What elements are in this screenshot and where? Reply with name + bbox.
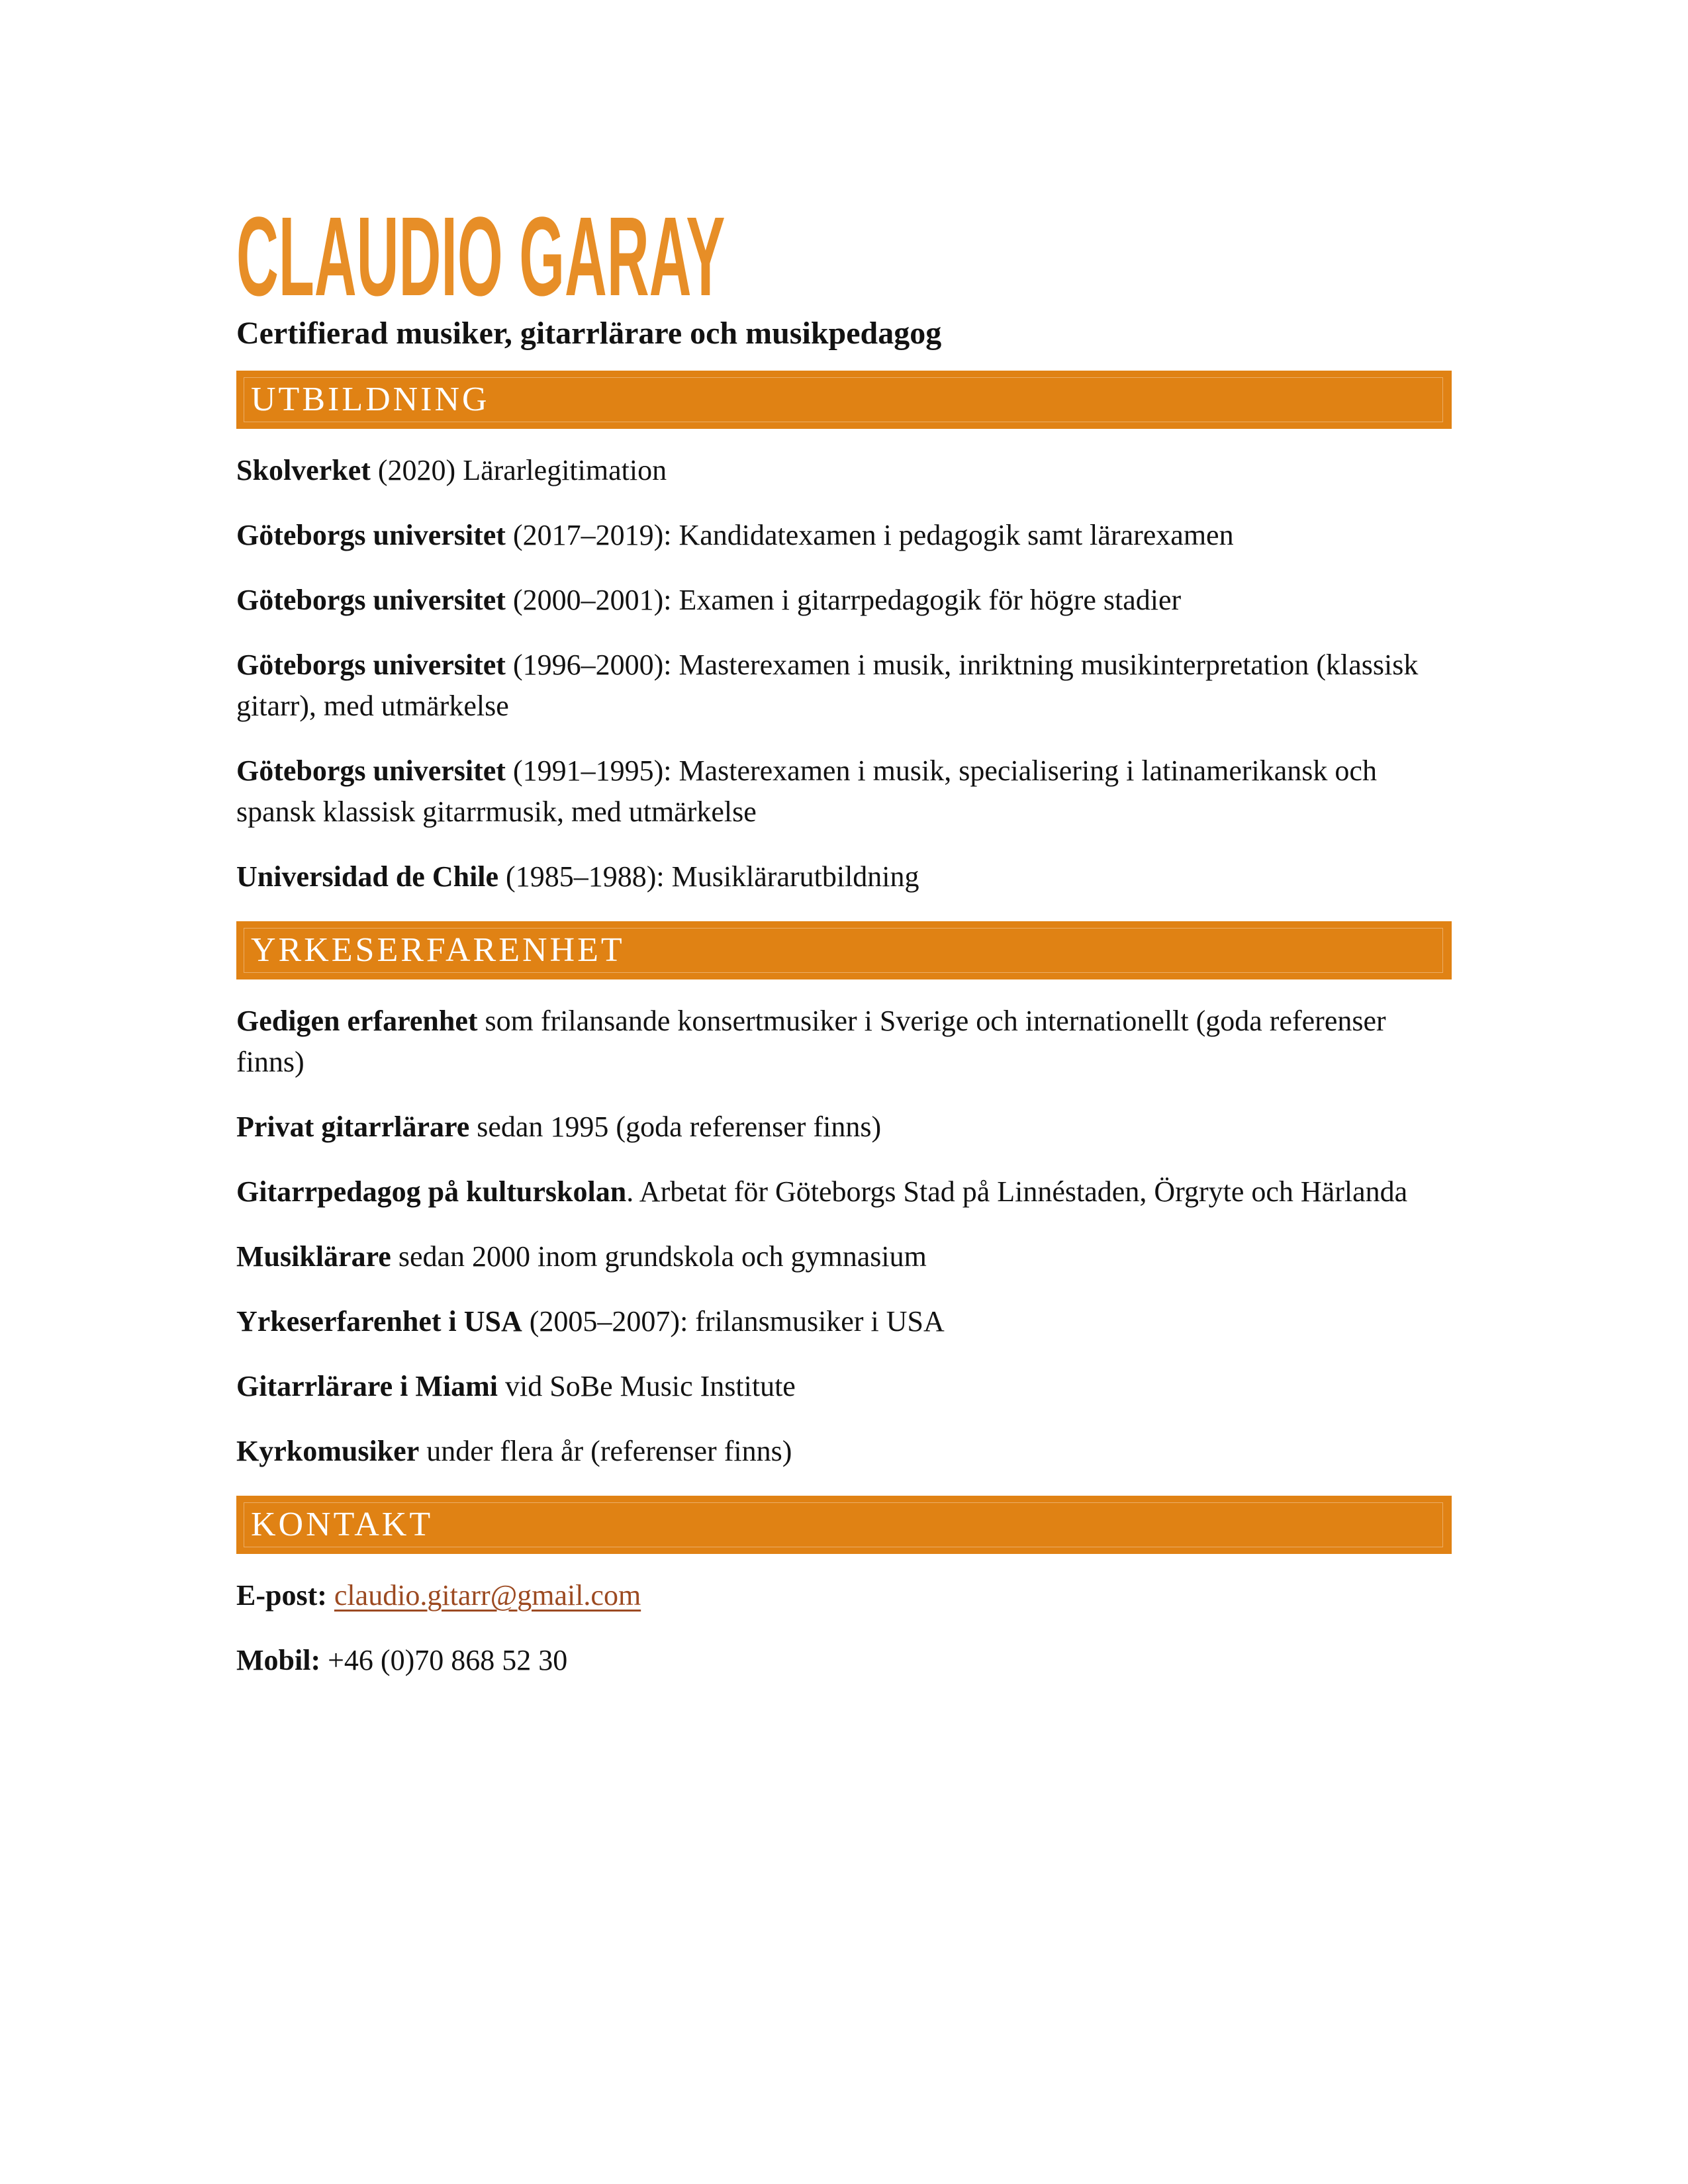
entry-text: som frilansande konsertmusiker i Sverige och internationellt (goda referenser finns): [236, 1005, 1386, 1078]
email-link[interactable]: claudio.gitarr@gmail.com: [334, 1579, 641, 1612]
resume-entry: [236, 515, 1452, 556]
resume-entry: [236, 1001, 1452, 1083]
entry-lead: Musiklärare: [236, 1240, 391, 1273]
resume-entry: [236, 1301, 1452, 1342]
page-title-text: CLAUDIO GARAY: [236, 194, 726, 320]
resume-entry: [236, 580, 1452, 621]
section-header-yrkeserfarenhet: [236, 921, 1452, 979]
resume-entry: [236, 1366, 1452, 1407]
phone-label: Mobil:: [236, 1644, 321, 1676]
entry-text: (1996–2000): Masterexamen i musik, inriktning musikinterpretation (klassisk gitarr), med utmärkelse: [236, 649, 1419, 722]
entry-text: (2017–2019): Kandidatexamen i pedagogik samt lärarexamen: [505, 519, 1234, 551]
contact-phone-row: [236, 1640, 1452, 1681]
section-header-utbildning: [236, 371, 1452, 429]
resume-entry: [236, 856, 1452, 897]
resume-entry: [236, 751, 1452, 833]
section-header-label: YRKESERFARENHET: [251, 931, 625, 969]
resume-entry: [236, 450, 1452, 491]
entry-text: . Arbetat för Göteborgs Stad på Linnéstaden, Örgryte och Härlanda: [626, 1175, 1408, 1208]
entry-lead: Privat gitarrlärare: [236, 1111, 470, 1143]
section-header-label: UTBILDNING: [251, 381, 490, 418]
entry-text: under flera år (referenser finns): [419, 1435, 792, 1467]
entry-lead: Gedigen erfarenhet: [236, 1005, 478, 1037]
entry-lead: Kyrkomusiker: [236, 1435, 420, 1467]
entry-lead: Gitarrpedagog på kulturskolan: [236, 1175, 627, 1208]
section-header-label: KONTAKT: [251, 1506, 434, 1543]
section-header-kontakt: [236, 1496, 1452, 1554]
resume-entry: [236, 645, 1452, 727]
contact-email-row: [236, 1575, 1452, 1616]
entry-text: vid SoBe Music Institute: [498, 1370, 796, 1402]
resume-entry: [236, 1431, 1452, 1472]
entry-text: sedan 1995 (goda referenser finns): [469, 1111, 882, 1143]
entry-text: (1985–1988): Musiklärarutbildning: [498, 860, 919, 893]
entry-lead: Göteborgs universitet: [236, 649, 506, 681]
phone-value: +46 (0)70 868 52 30: [320, 1644, 568, 1676]
entry-lead: Göteborgs universitet: [236, 519, 506, 551]
resume-entry: [236, 1236, 1452, 1277]
entry-text: (2000–2001): Examen i gitarrpedagogik för högre stadier: [505, 584, 1182, 616]
entry-lead: Göteborgs universitet: [236, 754, 506, 787]
page-title: [236, 194, 1452, 320]
entry-lead: Skolverket: [236, 454, 371, 486]
resume-entry: [236, 1107, 1452, 1148]
entry-lead: Gitarrlärare i Miami: [236, 1370, 498, 1402]
email-label: E-post:: [236, 1579, 327, 1612]
entry-text: (2020) Lärarlegitimation: [370, 454, 667, 486]
entry-lead: Göteborgs universitet: [236, 584, 506, 616]
entry-lead: Universidad de Chile: [236, 860, 499, 893]
entry-text: (2005–2007): frilansmusiker i USA: [522, 1305, 945, 1338]
resume-entry: [236, 1171, 1452, 1212]
entry-text: (1991–1995): Masterexamen i musik, specialisering i latinamerikansk och spansk klassisk gitarrmusik, med utmärkelse: [236, 754, 1377, 828]
entry-text: sedan 2000 inom grundskola och gymnasium: [391, 1240, 927, 1273]
subtitle: Certifierad musiker, gitarrlärare och musikpedagog: [236, 316, 942, 351]
entry-lead: Yrkeserfarenhet i USA: [236, 1305, 522, 1338]
